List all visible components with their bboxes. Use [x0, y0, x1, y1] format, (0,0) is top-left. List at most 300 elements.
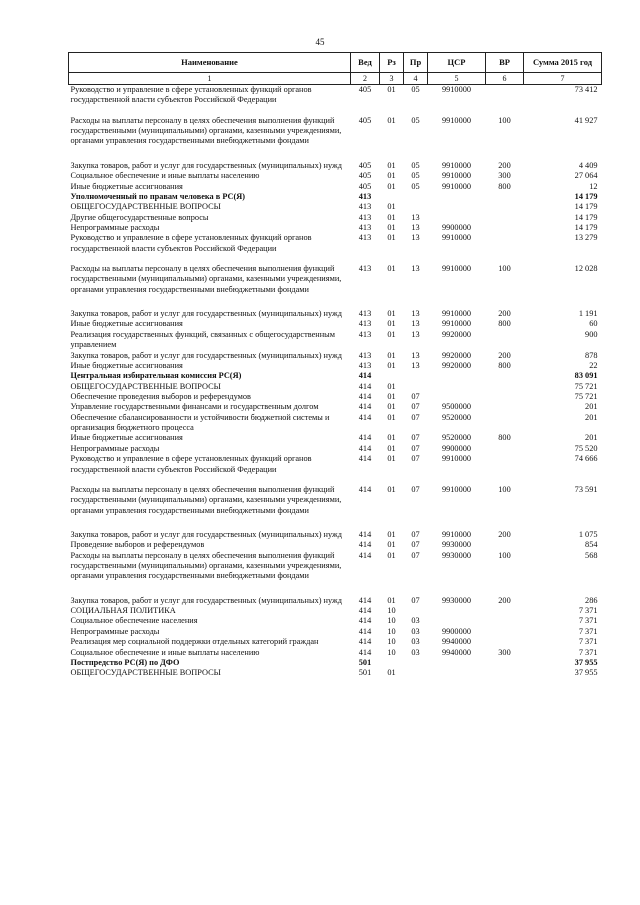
- table-row: [69, 264, 602, 309]
- cell-vr: [486, 85, 524, 116]
- cell-name: Постпредство РС(Я) по ДФО: [70, 657, 180, 667]
- cell-rz: 01: [387, 529, 396, 539]
- cell-ved: 413: [358, 264, 372, 274]
- cell-name: Расходы на выплаты персоналу в целях обеспечения выполнения функций государственными (муниципальными) органами, казенными учреждениями, органами управления государственными внебюджетными фондами: [70, 115, 342, 146]
- cell-pr: 13: [411, 309, 420, 319]
- cell-rz: 01: [387, 443, 396, 453]
- cell-pr: 13: [411, 350, 420, 360]
- cell-rz: 01: [387, 115, 396, 125]
- cell-vr: [486, 668, 524, 678]
- cell-vr: 100: [498, 484, 511, 494]
- cell-rz: 01: [387, 212, 396, 222]
- cell-sum: 286: [585, 595, 598, 605]
- table-row: [69, 551, 602, 596]
- cell-vr: [486, 402, 524, 412]
- cell-pr: 07: [411, 412, 420, 422]
- cell-sum: 22: [589, 360, 598, 370]
- cell-pr: 13: [411, 222, 420, 232]
- cell-ved: 405: [358, 115, 372, 125]
- cell-csr: 9900000: [441, 443, 472, 453]
- cell-name: ОБЩЕГОСУДАРСТВЕННЫЕ ВОПРОСЫ: [70, 202, 221, 212]
- cell-csr: 9520000: [441, 412, 472, 422]
- table-row: [69, 361, 602, 371]
- cell-ved: 414: [358, 391, 372, 401]
- cell-rz: 01: [387, 454, 396, 464]
- cell-csr: 9900000: [441, 626, 472, 636]
- cell-ved: 405: [358, 181, 372, 191]
- cell-name: Руководство и управление в сфере установленных функций органов государственной власти субъектов Российской Федерации: [70, 85, 312, 105]
- header-sum: Сумма 2015 год: [524, 53, 602, 73]
- cell-vr: [486, 330, 524, 351]
- cell-ved: 414: [358, 381, 372, 391]
- cell-csr: 9910000: [441, 319, 472, 329]
- table-row: [69, 351, 602, 361]
- cell-vr: [486, 202, 524, 212]
- column-number: 6: [486, 73, 524, 85]
- cell-pr: [404, 202, 428, 212]
- cell-ved: 413: [358, 329, 372, 339]
- cell-sum: 7 371: [578, 647, 598, 657]
- table-row: [69, 637, 602, 647]
- table-row: [69, 402, 602, 412]
- cell-ved: 414: [358, 616, 372, 626]
- cell-vr: [486, 444, 524, 454]
- cell-csr: 9930000: [441, 540, 472, 550]
- cell-csr: 9920000: [441, 329, 472, 339]
- cell-sum: 75 721: [574, 391, 598, 401]
- column-number: 4: [404, 73, 428, 85]
- table-row: [69, 309, 602, 319]
- cell-pr: [404, 668, 428, 678]
- cell-name: ОБЩЕГОСУДАРСТВЕННЫЕ ВОПРОСЫ: [70, 381, 221, 391]
- cell-pr: 07: [411, 454, 420, 464]
- cell-csr: 9500000: [441, 402, 472, 412]
- table-row: [69, 182, 602, 192]
- cell-rz: 01: [387, 595, 396, 605]
- cell-ved: 414: [358, 647, 372, 657]
- cell-ved: 414: [358, 529, 372, 539]
- header-csr: ЦСР: [428, 53, 486, 73]
- cell-csr: 9910000: [441, 309, 472, 319]
- cell-rz: 10: [387, 647, 396, 657]
- cell-pr: 13: [411, 329, 420, 339]
- cell-pr: 07: [411, 433, 420, 443]
- cell-name: Социальное обеспечение и иные выплаты населению: [70, 171, 260, 181]
- cell-pr: 13: [411, 212, 420, 222]
- cell-sum: 75 520: [574, 443, 598, 453]
- cell-name: Управление государственными финансами и государственным долгом: [70, 402, 319, 412]
- cell-ved: 414: [358, 595, 372, 605]
- cell-csr: [428, 606, 486, 616]
- cell-csr: 9930000: [441, 550, 472, 560]
- cell-pr: 13: [411, 264, 420, 274]
- cell-pr: 05: [411, 115, 420, 125]
- cell-name: Обеспечение сбалансированности и устойчивости бюджетной системы и организация бюджетного процесса: [70, 412, 330, 433]
- cell-rz: 01: [387, 222, 396, 232]
- cell-vr: 200: [498, 160, 511, 170]
- cell-pr: 03: [411, 647, 420, 657]
- cell-vr: 100: [498, 550, 511, 560]
- cell-vr: [486, 223, 524, 233]
- cell-sum: 201: [585, 433, 598, 443]
- cell-sum: 568: [585, 550, 598, 560]
- column-number: 7: [524, 73, 602, 85]
- cell-csr: [428, 192, 486, 202]
- cell-pr: 07: [411, 529, 420, 539]
- cell-vr: 200: [498, 350, 511, 360]
- cell-ved: 414: [358, 550, 372, 560]
- cell-vr: 800: [498, 181, 511, 191]
- cell-pr: 05: [411, 85, 420, 94]
- cell-csr: 9910000: [441, 160, 472, 170]
- cell-rz: 01: [387, 309, 396, 319]
- cell-vr: [486, 213, 524, 223]
- cell-name: Реализация мер социальной поддержки отдельных категорий граждан: [70, 637, 319, 647]
- cell-pr: [404, 606, 428, 616]
- cell-sum: 4 409: [578, 160, 598, 170]
- cell-csr: 9520000: [441, 433, 472, 443]
- cell-sum: 73 591: [574, 484, 598, 494]
- cell-vr: 200: [498, 309, 511, 319]
- cell-ved: 405: [358, 171, 372, 181]
- cell-pr: 13: [411, 319, 420, 329]
- cell-pr: 07: [411, 402, 420, 412]
- table-row: [69, 202, 602, 212]
- cell-rz: 01: [387, 160, 396, 170]
- cell-name: Социальное обеспечение и иные выплаты населению: [70, 647, 260, 657]
- cell-csr: 9910000: [441, 115, 472, 125]
- cell-name: Непрограммные расходы: [70, 222, 160, 232]
- cell-sum: 75 721: [574, 381, 598, 391]
- cell-sum: 14 179: [574, 191, 598, 201]
- cell-vr: 800: [498, 319, 511, 329]
- cell-pr: 03: [411, 637, 420, 647]
- cell-csr: [428, 616, 486, 626]
- table-row: [69, 161, 602, 171]
- cell-vr: 300: [498, 171, 511, 181]
- cell-name: Иные бюджетные ассигнования: [70, 319, 183, 329]
- cell-rz: 10: [387, 637, 396, 647]
- cell-pr: 05: [411, 171, 420, 181]
- cell-ved: 414: [358, 626, 372, 636]
- cell-name: Иные бюджетные ассигнования: [70, 360, 183, 370]
- cell-csr: 9940000: [441, 647, 472, 657]
- cell-sum: 1 075: [578, 529, 598, 539]
- cell-name: Другие общегосударственные вопросы: [70, 212, 209, 222]
- cell-pr: 07: [411, 391, 420, 401]
- table-row: [69, 319, 602, 329]
- cell-pr: 03: [411, 626, 420, 636]
- cell-name: Уполномоченный по правам человека в РС(Я): [70, 191, 246, 201]
- cell-csr: [428, 658, 486, 668]
- cell-sum: 7 371: [578, 616, 598, 626]
- cell-rz: 01: [387, 85, 396, 94]
- cell-ved: 405: [358, 160, 372, 170]
- cell-vr: [486, 382, 524, 392]
- cell-rz: 01: [387, 319, 396, 329]
- cell-rz: 10: [387, 606, 396, 616]
- cell-ved: 414: [358, 484, 372, 494]
- cell-rz: 01: [387, 668, 396, 678]
- cell-pr: [404, 371, 428, 381]
- cell-name: Иные бюджетные ассигнования: [70, 181, 183, 191]
- table-row: [69, 371, 602, 381]
- cell-rz: 01: [387, 433, 396, 443]
- cell-name: Закупка товаров, работ и услуг для государственных (муниципальных) нужд: [70, 160, 342, 170]
- cell-ved: 413: [358, 309, 372, 319]
- cell-ved: 501: [358, 657, 372, 667]
- cell-pr: [404, 658, 428, 668]
- cell-sum: 12 028: [574, 264, 598, 274]
- column-number-row: [69, 73, 602, 85]
- cell-rz: 01: [387, 391, 396, 401]
- table-header-row: [69, 53, 602, 73]
- cell-pr: 07: [411, 443, 420, 453]
- table-row: [69, 213, 602, 223]
- cell-rz: 01: [387, 540, 396, 550]
- cell-rz: 01: [387, 484, 396, 494]
- cell-ved: 414: [358, 606, 372, 616]
- cell-name: Закупка товаров, работ и услуг для государственных (муниципальных) нужд: [70, 529, 342, 539]
- cell-sum: 7 371: [578, 606, 598, 616]
- cell-rz: 01: [387, 350, 396, 360]
- cell-name: Расходы на выплаты персоналу в целях обеспечения выполнения функций государственными (муниципальными) органами, казенными учреждениями, органами управления государственными внебюджетными фондами: [70, 550, 342, 581]
- cell-pr: 03: [411, 616, 420, 626]
- cell-pr: [404, 382, 428, 392]
- cell-rz: 01: [387, 202, 396, 212]
- table-row: [69, 596, 602, 606]
- cell-sum: 7 371: [578, 637, 598, 647]
- cell-ved: 414: [358, 454, 372, 464]
- cell-rz: [380, 192, 404, 202]
- table-row: [69, 658, 602, 668]
- cell-vr: [486, 413, 524, 434]
- cell-ved: 405: [358, 85, 372, 94]
- cell-rz: 01: [387, 264, 396, 274]
- cell-ved: 414: [358, 540, 372, 550]
- cell-csr: 9910000: [441, 484, 472, 494]
- cell-vr: [486, 627, 524, 637]
- cell-sum: 37 955: [574, 657, 598, 667]
- cell-name: Центральная избирательная комиссия РС(Я): [70, 371, 242, 381]
- cell-sum: 83 091: [574, 371, 598, 381]
- cell-rz: 01: [387, 171, 396, 181]
- cell-csr: 9910000: [441, 529, 472, 539]
- cell-csr: 9910000: [441, 85, 472, 94]
- table-row: [69, 454, 602, 485]
- cell-csr: [428, 371, 486, 381]
- cell-sum: 12: [589, 181, 598, 191]
- cell-rz: 01: [387, 233, 396, 243]
- cell-ved: 414: [358, 412, 372, 422]
- cell-sum: 14 179: [574, 202, 598, 212]
- table-row: [69, 444, 602, 454]
- column-number: 5: [428, 73, 486, 85]
- cell-sum: 854: [585, 540, 598, 550]
- cell-name: Обеспечение проведения выборов и референдумов: [70, 391, 251, 401]
- cell-csr: [428, 382, 486, 392]
- table-row: [69, 413, 602, 434]
- table-row: [69, 606, 602, 616]
- header-ved: Вед: [351, 53, 380, 73]
- cell-vr: [486, 637, 524, 647]
- cell-vr: 800: [498, 433, 511, 443]
- header-pr: Пр: [404, 53, 428, 73]
- table-row: [69, 668, 602, 678]
- cell-csr: 9900000: [441, 222, 472, 232]
- cell-ved: 413: [358, 350, 372, 360]
- cell-csr: 9910000: [441, 264, 472, 274]
- cell-rz: 01: [387, 360, 396, 370]
- cell-csr: 9920000: [441, 360, 472, 370]
- table-row: [69, 382, 602, 392]
- cell-vr: [486, 371, 524, 381]
- cell-sum: 73 412: [574, 85, 598, 94]
- cell-pr: 05: [411, 160, 420, 170]
- table-row: [69, 616, 602, 626]
- cell-sum: 27 064: [574, 171, 598, 181]
- table-row: [69, 627, 602, 637]
- cell-rz: [380, 658, 404, 668]
- cell-rz: 10: [387, 626, 396, 636]
- cell-vr: 100: [498, 264, 511, 274]
- cell-ved: 413: [358, 202, 372, 212]
- cell-sum: 14 179: [574, 222, 598, 232]
- cell-rz: 01: [387, 381, 396, 391]
- cell-name: ОБЩЕГОСУДАРСТВЕННЫЕ ВОПРОСЫ: [70, 668, 221, 678]
- cell-vr: [486, 392, 524, 402]
- cell-pr: 13: [411, 233, 420, 243]
- cell-sum: 37 955: [574, 668, 598, 678]
- table-row: [69, 192, 602, 202]
- cell-csr: 9910000: [441, 454, 472, 464]
- cell-vr: 300: [498, 647, 511, 657]
- column-number: 2: [351, 73, 380, 85]
- cell-rz: 01: [387, 550, 396, 560]
- cell-ved: 414: [358, 637, 372, 647]
- table-row: [69, 223, 602, 233]
- cell-sum: 13 279: [574, 233, 598, 243]
- cell-vr: 100: [498, 115, 511, 125]
- cell-ved: 413: [358, 319, 372, 329]
- cell-name: Руководство и управление в сфере установленных функций органов государственной власти субъектов Российской Федерации: [70, 454, 312, 474]
- header-name: Наименование: [69, 53, 351, 73]
- table-row: [69, 85, 602, 116]
- cell-sum: 201: [585, 402, 598, 412]
- cell-ved: 414: [358, 402, 372, 412]
- cell-csr: 9910000: [441, 171, 472, 181]
- column-number: 3: [380, 73, 404, 85]
- table-body: [69, 85, 602, 679]
- header-rz: Рз: [380, 53, 404, 73]
- cell-pr: 07: [411, 595, 420, 605]
- cell-csr: 9910000: [441, 181, 472, 191]
- cell-name: Закупка товаров, работ и услуг для государственных (муниципальных) нужд: [70, 595, 342, 605]
- cell-rz: [380, 371, 404, 381]
- table-row: [69, 330, 602, 351]
- cell-name: Закупка товаров, работ и услуг для государственных (муниципальных) нужд: [70, 309, 342, 319]
- cell-sum: 7 371: [578, 626, 598, 636]
- cell-csr: 9940000: [441, 637, 472, 647]
- cell-sum: 1 191: [578, 309, 598, 319]
- cell-csr: [428, 202, 486, 212]
- cell-vr: [486, 540, 524, 550]
- cell-sum: 900: [585, 329, 598, 339]
- cell-name: Иные бюджетные ассигнования: [70, 433, 183, 443]
- cell-sum: 878: [585, 350, 598, 360]
- cell-sum: 41 927: [574, 115, 598, 125]
- cell-sum: 74 666: [574, 454, 598, 464]
- table-row: [69, 116, 602, 161]
- table-row: [69, 540, 602, 550]
- page-number: 45: [315, 37, 325, 47]
- cell-rz: 01: [387, 181, 396, 191]
- table-row: [69, 485, 602, 530]
- cell-ved: 413: [358, 191, 372, 201]
- cell-rz: 01: [387, 412, 396, 422]
- cell-pr: 05: [411, 181, 420, 191]
- cell-ved: 501: [358, 668, 372, 678]
- cell-ved: 414: [358, 443, 372, 453]
- cell-csr: [428, 392, 486, 402]
- cell-csr: [428, 668, 486, 678]
- cell-ved: 413: [358, 212, 372, 222]
- cell-name: Непрограммные расходы: [70, 443, 160, 453]
- cell-pr: 07: [411, 550, 420, 560]
- cell-name: Расходы на выплаты персоналу в целях обеспечения выполнения функций государственными (муниципальными) органами, казенными учреждениями, органами управления государственными внебюджетными фондами: [70, 484, 342, 515]
- cell-sum: 201: [585, 412, 598, 422]
- cell-name: Закупка товаров, работ и услуг для государственных (муниципальных) нужд: [70, 350, 342, 360]
- column-number: 1: [69, 73, 351, 85]
- cell-rz: 01: [387, 402, 396, 412]
- cell-name: Расходы на выплаты персоналу в целях обеспечения выполнения функций государственными (муниципальными) органами, казенными учреждениями, органами управления государственными внебюджетными фондами: [70, 264, 342, 294]
- cell-name: Проведение выборов и референдумов: [70, 540, 205, 550]
- cell-name: Непрограммные расходы: [70, 626, 160, 636]
- cell-rz: 10: [387, 616, 396, 626]
- cell-vr: [486, 616, 524, 626]
- cell-pr: 07: [411, 540, 420, 550]
- cell-ved: 413: [358, 360, 372, 370]
- cell-ved: 413: [358, 222, 372, 232]
- table-row: [69, 392, 602, 402]
- cell-vr: [486, 192, 524, 202]
- table-row: [69, 433, 602, 443]
- cell-vr: 200: [498, 595, 511, 605]
- cell-csr: 9930000: [441, 595, 472, 605]
- cell-pr: [404, 192, 428, 202]
- table-row: [69, 233, 602, 264]
- budget-table: [68, 52, 602, 679]
- cell-pr: 13: [411, 360, 420, 370]
- cell-csr: 9920000: [441, 350, 472, 360]
- cell-name: Руководство и управление в сфере установленных функций органов государственной власти субъектов Российской Федерации: [70, 233, 312, 253]
- cell-vr: 800: [498, 360, 511, 370]
- cell-pr: 07: [411, 484, 420, 494]
- table-row: [69, 171, 602, 181]
- cell-vr: [486, 233, 524, 264]
- cell-sum: 60: [589, 319, 598, 329]
- table-row: [69, 530, 602, 540]
- cell-ved: 414: [358, 371, 372, 381]
- cell-name: Социальное обеспечение населения: [70, 616, 198, 626]
- cell-csr: 9910000: [441, 233, 472, 243]
- cell-vr: [486, 606, 524, 616]
- cell-name: СОЦИАЛЬНАЯ ПОЛИТИКА: [70, 606, 176, 616]
- cell-vr: 200: [498, 529, 511, 539]
- cell-vr: [486, 658, 524, 668]
- cell-sum: 14 179: [574, 212, 598, 222]
- cell-vr: [486, 454, 524, 485]
